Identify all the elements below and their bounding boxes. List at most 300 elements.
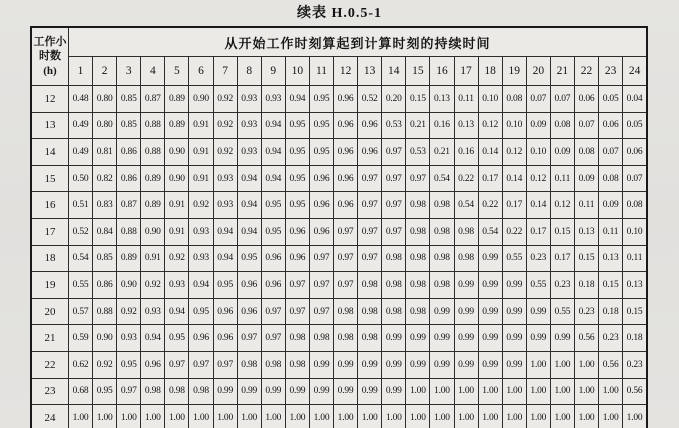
value-cell: 0.08 — [623, 192, 647, 219]
table-row-hours-12 — [31, 86, 647, 113]
value-cell: 0.99 — [430, 325, 454, 352]
value-cell: 0.89 — [117, 245, 141, 272]
corner-header-line3: (h) — [43, 64, 57, 77]
value-cell: 0.93 — [237, 112, 261, 139]
value-cell: 0.12 — [550, 192, 574, 219]
value-cell: 0.86 — [93, 272, 117, 299]
value-cell: 0.94 — [237, 165, 261, 192]
value-cell: 0.98 — [358, 298, 382, 325]
value-cell: 0.95 — [285, 112, 309, 139]
column-header-15: 15 — [406, 57, 430, 86]
value-cell: 0.55 — [69, 272, 93, 299]
value-cell: 1.00 — [550, 378, 574, 405]
value-cell: 0.90 — [165, 139, 189, 166]
value-cell: 0.96 — [285, 245, 309, 272]
value-cell: 0.54 — [430, 165, 454, 192]
value-cell: 0.13 — [599, 245, 623, 272]
value-cell: 0.95 — [285, 165, 309, 192]
value-cell: 0.22 — [478, 192, 502, 219]
value-cell: 0.13 — [574, 218, 598, 245]
value-cell: 0.99 — [406, 351, 430, 378]
value-cell: 0.12 — [526, 165, 550, 192]
value-cell: 0.98 — [406, 218, 430, 245]
value-cell: 0.97 — [189, 351, 213, 378]
value-cell: 0.08 — [502, 86, 526, 113]
value-cell: 0.88 — [93, 298, 117, 325]
value-cell: 0.99 — [261, 378, 285, 405]
value-cell: 0.96 — [309, 192, 333, 219]
value-cell: 0.99 — [478, 272, 502, 299]
value-cell: 1.00 — [478, 405, 502, 428]
value-cell: 0.93 — [189, 218, 213, 245]
value-cell: 0.99 — [526, 325, 550, 352]
value-cell: 0.97 — [334, 245, 358, 272]
value-cell: 0.99 — [526, 298, 550, 325]
table-body — [31, 86, 647, 428]
value-cell: 0.51 — [69, 192, 93, 219]
value-cell: 0.09 — [599, 192, 623, 219]
column-header-24: 24 — [623, 57, 647, 86]
value-cell: 0.96 — [189, 325, 213, 352]
value-cell: 0.96 — [213, 325, 237, 352]
value-cell: 0.97 — [117, 378, 141, 405]
table-row-hours-24 — [31, 405, 647, 428]
value-cell: 0.85 — [117, 86, 141, 113]
value-cell: 0.99 — [478, 325, 502, 352]
value-cell: 1.00 — [502, 405, 526, 428]
value-cell: 1.00 — [382, 405, 406, 428]
value-cell: 1.00 — [93, 405, 117, 428]
column-header-14: 14 — [382, 57, 406, 86]
value-cell: 0.17 — [502, 192, 526, 219]
table-row-hours-18 — [31, 245, 647, 272]
column-header-11: 11 — [309, 57, 333, 86]
value-cell: 0.95 — [309, 139, 333, 166]
value-cell: 0.68 — [69, 378, 93, 405]
value-cell: 0.11 — [454, 86, 478, 113]
value-cell: 0.95 — [93, 378, 117, 405]
value-cell: 0.21 — [406, 112, 430, 139]
value-cell: 0.99 — [478, 245, 502, 272]
value-cell: 1.00 — [574, 378, 598, 405]
value-cell: 0.08 — [599, 165, 623, 192]
value-cell: 1.00 — [599, 405, 623, 428]
value-cell: 0.89 — [141, 165, 165, 192]
value-cell: 0.09 — [526, 112, 550, 139]
value-cell: 0.50 — [69, 165, 93, 192]
value-cell: 0.80 — [93, 112, 117, 139]
value-cell: 0.05 — [599, 86, 623, 113]
table-row-hours-16 — [31, 192, 647, 219]
corner-header-line1: 工作小 — [33, 36, 67, 49]
value-cell: 0.22 — [502, 218, 526, 245]
value-cell: 0.97 — [358, 165, 382, 192]
column-header-9: 9 — [261, 57, 285, 86]
table-row-hours-17 — [31, 218, 647, 245]
value-cell: 0.91 — [189, 165, 213, 192]
value-cell: 0.98 — [261, 351, 285, 378]
value-cell: 0.09 — [574, 165, 598, 192]
value-cell: 0.98 — [454, 218, 478, 245]
value-cell: 0.95 — [261, 218, 285, 245]
value-cell: 0.94 — [261, 165, 285, 192]
value-cell: 1.00 — [406, 378, 430, 405]
value-cell: 0.97 — [237, 325, 261, 352]
value-cell: 0.95 — [285, 192, 309, 219]
value-cell: 0.91 — [189, 139, 213, 166]
value-cell: 0.98 — [285, 351, 309, 378]
value-cell: 0.98 — [285, 325, 309, 352]
value-cell: 0.49 — [69, 139, 93, 166]
value-cell: 0.54 — [454, 192, 478, 219]
value-cell: 1.00 — [69, 405, 93, 428]
value-cell: 0.08 — [550, 112, 574, 139]
value-cell: 0.98 — [358, 325, 382, 352]
value-cell: 0.92 — [213, 139, 237, 166]
value-cell: 0.96 — [358, 112, 382, 139]
row-header-hours: 15 — [31, 165, 69, 192]
value-cell: 0.97 — [334, 218, 358, 245]
value-cell: 0.87 — [141, 86, 165, 113]
value-cell: 0.15 — [550, 218, 574, 245]
value-cell: 0.90 — [165, 165, 189, 192]
value-cell: 0.95 — [189, 298, 213, 325]
row-header-hours: 24 — [31, 405, 69, 428]
table-row-hours-22 — [31, 351, 647, 378]
value-cell: 0.62 — [69, 351, 93, 378]
column-header-16: 16 — [430, 57, 454, 86]
value-cell: 0.98 — [406, 245, 430, 272]
column-header-5: 5 — [165, 57, 189, 86]
value-cell: 1.00 — [285, 405, 309, 428]
column-header-21: 21 — [550, 57, 574, 86]
value-cell: 0.56 — [623, 378, 647, 405]
row-header-hours: 20 — [31, 298, 69, 325]
table-row-hours-19 — [31, 272, 647, 299]
value-cell: 0.93 — [213, 192, 237, 219]
value-cell: 0.55 — [526, 272, 550, 299]
table-header — [31, 27, 647, 86]
value-cell: 0.96 — [358, 139, 382, 166]
value-cell: 0.86 — [117, 139, 141, 166]
value-cell: 0.93 — [213, 165, 237, 192]
row-header-hours: 18 — [31, 245, 69, 272]
value-cell: 0.15 — [599, 272, 623, 299]
value-cell: 0.98 — [454, 245, 478, 272]
duration-coefficient-table — [30, 26, 648, 428]
value-cell: 0.53 — [382, 112, 406, 139]
value-cell: 0.18 — [623, 325, 647, 352]
value-cell: 0.90 — [189, 86, 213, 113]
column-header-17: 17 — [454, 57, 478, 86]
value-cell: 1.00 — [478, 378, 502, 405]
value-cell: 0.99 — [454, 351, 478, 378]
value-cell: 0.07 — [599, 139, 623, 166]
row-header-hours: 23 — [31, 378, 69, 405]
value-cell: 0.15 — [574, 245, 598, 272]
row-header-hours: 12 — [31, 86, 69, 113]
value-cell: 0.94 — [261, 112, 285, 139]
value-cell: 0.93 — [117, 325, 141, 352]
value-cell: 0.99 — [454, 325, 478, 352]
value-cell: 0.54 — [478, 218, 502, 245]
value-cell: 0.14 — [526, 192, 550, 219]
value-cell: 0.98 — [358, 272, 382, 299]
value-cell: 0.08 — [574, 139, 598, 166]
value-cell: 0.99 — [358, 378, 382, 405]
value-cell: 0.10 — [478, 86, 502, 113]
column-header-6: 6 — [189, 57, 213, 86]
value-cell: 0.95 — [309, 112, 333, 139]
value-cell: 0.90 — [141, 218, 165, 245]
value-cell: 0.97 — [406, 165, 430, 192]
table-row-hours-14 — [31, 139, 647, 166]
value-cell: 0.98 — [309, 325, 333, 352]
value-cell: 0.11 — [574, 192, 598, 219]
value-cell: 0.99 — [382, 351, 406, 378]
value-cell: 0.57 — [69, 298, 93, 325]
value-cell: 0.98 — [189, 378, 213, 405]
value-cell: 0.96 — [334, 192, 358, 219]
value-cell: 0.99 — [430, 351, 454, 378]
value-cell: 0.23 — [574, 298, 598, 325]
value-cell: 0.94 — [285, 86, 309, 113]
value-cell: 0.97 — [358, 192, 382, 219]
value-cell: 0.96 — [237, 272, 261, 299]
value-cell: 1.00 — [599, 378, 623, 405]
column-header-row — [31, 57, 647, 86]
value-cell: 0.92 — [165, 245, 189, 272]
value-cell: 0.95 — [285, 139, 309, 166]
value-cell: 0.11 — [623, 245, 647, 272]
row-header-hours: 14 — [31, 139, 69, 166]
value-cell: 1.00 — [117, 405, 141, 428]
value-cell: 0.94 — [261, 139, 285, 166]
value-cell: 0.07 — [550, 86, 574, 113]
value-cell: 0.97 — [213, 351, 237, 378]
value-cell: 0.96 — [334, 86, 358, 113]
column-header-7: 7 — [213, 57, 237, 86]
value-cell: 0.97 — [358, 218, 382, 245]
value-cell: 0.95 — [165, 325, 189, 352]
value-cell: 0.54 — [69, 245, 93, 272]
value-cell: 0.97 — [309, 272, 333, 299]
value-cell: 0.48 — [69, 86, 93, 113]
value-cell: 0.96 — [285, 218, 309, 245]
value-cell: 0.98 — [382, 272, 406, 299]
value-cell: 0.92 — [141, 272, 165, 299]
value-cell: 0.17 — [550, 245, 574, 272]
value-cell: 0.98 — [382, 245, 406, 272]
value-cell: 0.10 — [502, 112, 526, 139]
value-cell: 0.96 — [309, 165, 333, 192]
value-cell: 0.20 — [382, 86, 406, 113]
value-cell: 0.99 — [502, 272, 526, 299]
value-cell: 1.00 — [358, 405, 382, 428]
value-cell: 0.96 — [261, 272, 285, 299]
value-cell: 0.95 — [237, 245, 261, 272]
corner-header-working-hours — [31, 27, 69, 86]
value-cell: 0.15 — [623, 298, 647, 325]
value-cell: 0.98 — [406, 272, 430, 299]
value-cell: 0.04 — [623, 86, 647, 113]
value-cell: 0.93 — [237, 86, 261, 113]
value-cell: 0.98 — [430, 192, 454, 219]
value-cell: 0.99 — [478, 298, 502, 325]
value-cell: 0.23 — [623, 351, 647, 378]
value-cell: 0.98 — [382, 298, 406, 325]
value-cell: 0.56 — [599, 351, 623, 378]
value-cell: 0.99 — [382, 325, 406, 352]
value-cell: 0.97 — [334, 272, 358, 299]
value-cell: 0.99 — [430, 298, 454, 325]
value-cell: 0.99 — [502, 325, 526, 352]
value-cell: 0.97 — [285, 272, 309, 299]
table-row-hours-21 — [31, 325, 647, 352]
corner-header-line2: 时数 — [39, 50, 61, 63]
value-cell: 0.94 — [189, 272, 213, 299]
value-cell: 0.06 — [623, 139, 647, 166]
value-cell: 0.98 — [430, 218, 454, 245]
value-cell: 0.91 — [189, 112, 213, 139]
value-cell: 0.07 — [574, 112, 598, 139]
value-cell: 0.99 — [285, 378, 309, 405]
value-cell: 0.88 — [141, 139, 165, 166]
value-cell: 0.94 — [237, 218, 261, 245]
table-row-hours-13 — [31, 112, 647, 139]
value-cell: 0.07 — [526, 86, 550, 113]
main-header-duration: 从开始工作时刻算起到计算时刻的持续时间 — [69, 27, 648, 57]
value-cell: 0.94 — [213, 218, 237, 245]
value-cell: 0.06 — [599, 112, 623, 139]
value-cell: 0.95 — [309, 86, 333, 113]
value-cell: 0.11 — [550, 165, 574, 192]
value-cell: 1.00 — [237, 405, 261, 428]
value-cell: 0.88 — [141, 112, 165, 139]
column-header-23: 23 — [599, 57, 623, 86]
value-cell: 0.91 — [141, 245, 165, 272]
value-cell: 0.98 — [430, 245, 454, 272]
value-cell: 0.88 — [117, 218, 141, 245]
value-cell: 0.98 — [406, 192, 430, 219]
value-cell: 0.83 — [93, 192, 117, 219]
value-cell: 0.99 — [237, 378, 261, 405]
value-cell: 0.23 — [526, 245, 550, 272]
value-cell: 0.93 — [189, 245, 213, 272]
value-cell: 1.00 — [261, 405, 285, 428]
value-cell: 0.96 — [309, 218, 333, 245]
value-cell: 0.94 — [165, 298, 189, 325]
value-cell: 0.13 — [430, 86, 454, 113]
value-cell: 0.94 — [141, 325, 165, 352]
value-cell: 0.92 — [117, 298, 141, 325]
value-cell: 0.89 — [141, 192, 165, 219]
value-cell: 0.21 — [430, 139, 454, 166]
value-cell: 1.00 — [213, 405, 237, 428]
value-cell: 0.56 — [574, 325, 598, 352]
value-cell: 0.49 — [69, 112, 93, 139]
value-cell: 0.99 — [213, 378, 237, 405]
value-cell: 1.00 — [430, 378, 454, 405]
value-cell: 0.98 — [141, 378, 165, 405]
value-cell: 0.97 — [382, 192, 406, 219]
value-cell: 0.05 — [623, 112, 647, 139]
value-cell: 0.99 — [358, 351, 382, 378]
value-cell: 0.84 — [93, 218, 117, 245]
value-cell: 1.00 — [574, 405, 598, 428]
row-header-hours: 21 — [31, 325, 69, 352]
value-cell: 0.90 — [93, 325, 117, 352]
value-cell: 0.11 — [599, 218, 623, 245]
value-cell: 1.00 — [550, 351, 574, 378]
value-cell: 0.90 — [117, 272, 141, 299]
value-cell: 1.00 — [189, 405, 213, 428]
value-cell: 1.00 — [526, 351, 550, 378]
value-cell: 0.93 — [237, 139, 261, 166]
table-row-hours-20 — [31, 298, 647, 325]
value-cell: 0.15 — [406, 86, 430, 113]
value-cell: 0.93 — [141, 298, 165, 325]
value-cell: 0.97 — [382, 139, 406, 166]
value-cell: 0.97 — [309, 245, 333, 272]
value-cell: 0.95 — [213, 272, 237, 299]
value-cell: 0.93 — [165, 272, 189, 299]
table-row-hours-23 — [31, 378, 647, 405]
value-cell: 1.00 — [550, 405, 574, 428]
value-cell: 0.97 — [309, 298, 333, 325]
value-cell: 0.96 — [261, 245, 285, 272]
column-header-4: 4 — [141, 57, 165, 86]
value-cell: 0.10 — [623, 218, 647, 245]
value-cell: 0.17 — [526, 218, 550, 245]
row-header-hours: 19 — [31, 272, 69, 299]
row-header-hours: 16 — [31, 192, 69, 219]
value-cell: 0.96 — [141, 351, 165, 378]
value-cell: 0.95 — [117, 351, 141, 378]
column-header-2: 2 — [93, 57, 117, 86]
value-cell: 0.98 — [237, 351, 261, 378]
value-cell: 0.98 — [406, 298, 430, 325]
value-cell: 0.55 — [502, 245, 526, 272]
value-cell: 0.99 — [550, 325, 574, 352]
value-cell: 0.87 — [117, 192, 141, 219]
value-cell: 0.13 — [454, 112, 478, 139]
value-cell: 0.13 — [623, 272, 647, 299]
value-cell: 0.96 — [334, 165, 358, 192]
value-cell: 0.85 — [93, 245, 117, 272]
value-cell: 0.52 — [358, 86, 382, 113]
value-cell: 0.93 — [261, 86, 285, 113]
value-cell: 0.97 — [382, 218, 406, 245]
value-cell: 0.18 — [574, 272, 598, 299]
value-cell: 0.14 — [502, 165, 526, 192]
value-cell: 0.80 — [93, 86, 117, 113]
value-cell: 0.96 — [334, 139, 358, 166]
value-cell: 0.52 — [69, 218, 93, 245]
row-header-hours: 17 — [31, 218, 69, 245]
value-cell: 0.07 — [623, 165, 647, 192]
value-cell: 0.99 — [454, 272, 478, 299]
value-cell: 0.94 — [213, 245, 237, 272]
value-cell: 0.53 — [406, 139, 430, 166]
value-cell: 0.99 — [502, 298, 526, 325]
column-header-1: 1 — [69, 57, 93, 86]
value-cell: 0.91 — [165, 192, 189, 219]
value-cell: 0.98 — [430, 272, 454, 299]
value-cell: 0.12 — [502, 139, 526, 166]
value-cell: 0.18 — [599, 298, 623, 325]
value-cell: 0.99 — [454, 298, 478, 325]
